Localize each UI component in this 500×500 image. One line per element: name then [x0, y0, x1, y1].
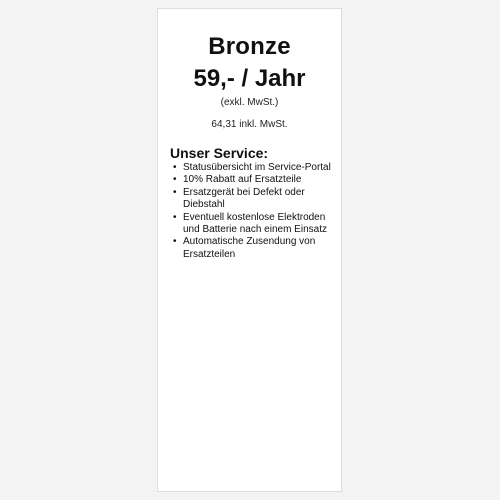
list-item	[172, 187, 340, 212]
pricing-card	[157, 8, 342, 492]
list-item	[172, 236, 340, 261]
bullet-icon: •	[173, 236, 177, 248]
service-heading: Unser Service:	[170, 145, 269, 161]
list-item-text: Eventuell kostenlose Elektroden und Batterie nach einem Einsatz	[183, 211, 327, 236]
list-item	[172, 162, 340, 174]
list-item-text: Automatische Zusendung von Ersatzteilen	[183, 236, 316, 260]
list-item	[172, 174, 340, 186]
list-item-text: Ersatzgerät bei Defekt oder Diebstahl	[183, 186, 305, 211]
list-item-text: Statusübersicht im Service-Portal	[183, 162, 331, 173]
plan-price: 59,- / Jahr	[193, 65, 306, 92]
bullet-icon: •	[173, 211, 177, 223]
price-note: (exkl. MwSt.)	[220, 97, 279, 108]
plan-name: Bronze	[208, 33, 291, 60]
list-item-text: 10% Rabatt auf Ersatzteile	[183, 174, 302, 186]
service-list	[172, 162, 340, 261]
list-item	[172, 212, 340, 237]
bullet-icon: •	[173, 174, 177, 186]
bullet-icon: •	[173, 186, 177, 198]
price-gross: 64,31 inkl. MwSt.	[211, 119, 288, 130]
bullet-icon: •	[173, 162, 177, 173]
